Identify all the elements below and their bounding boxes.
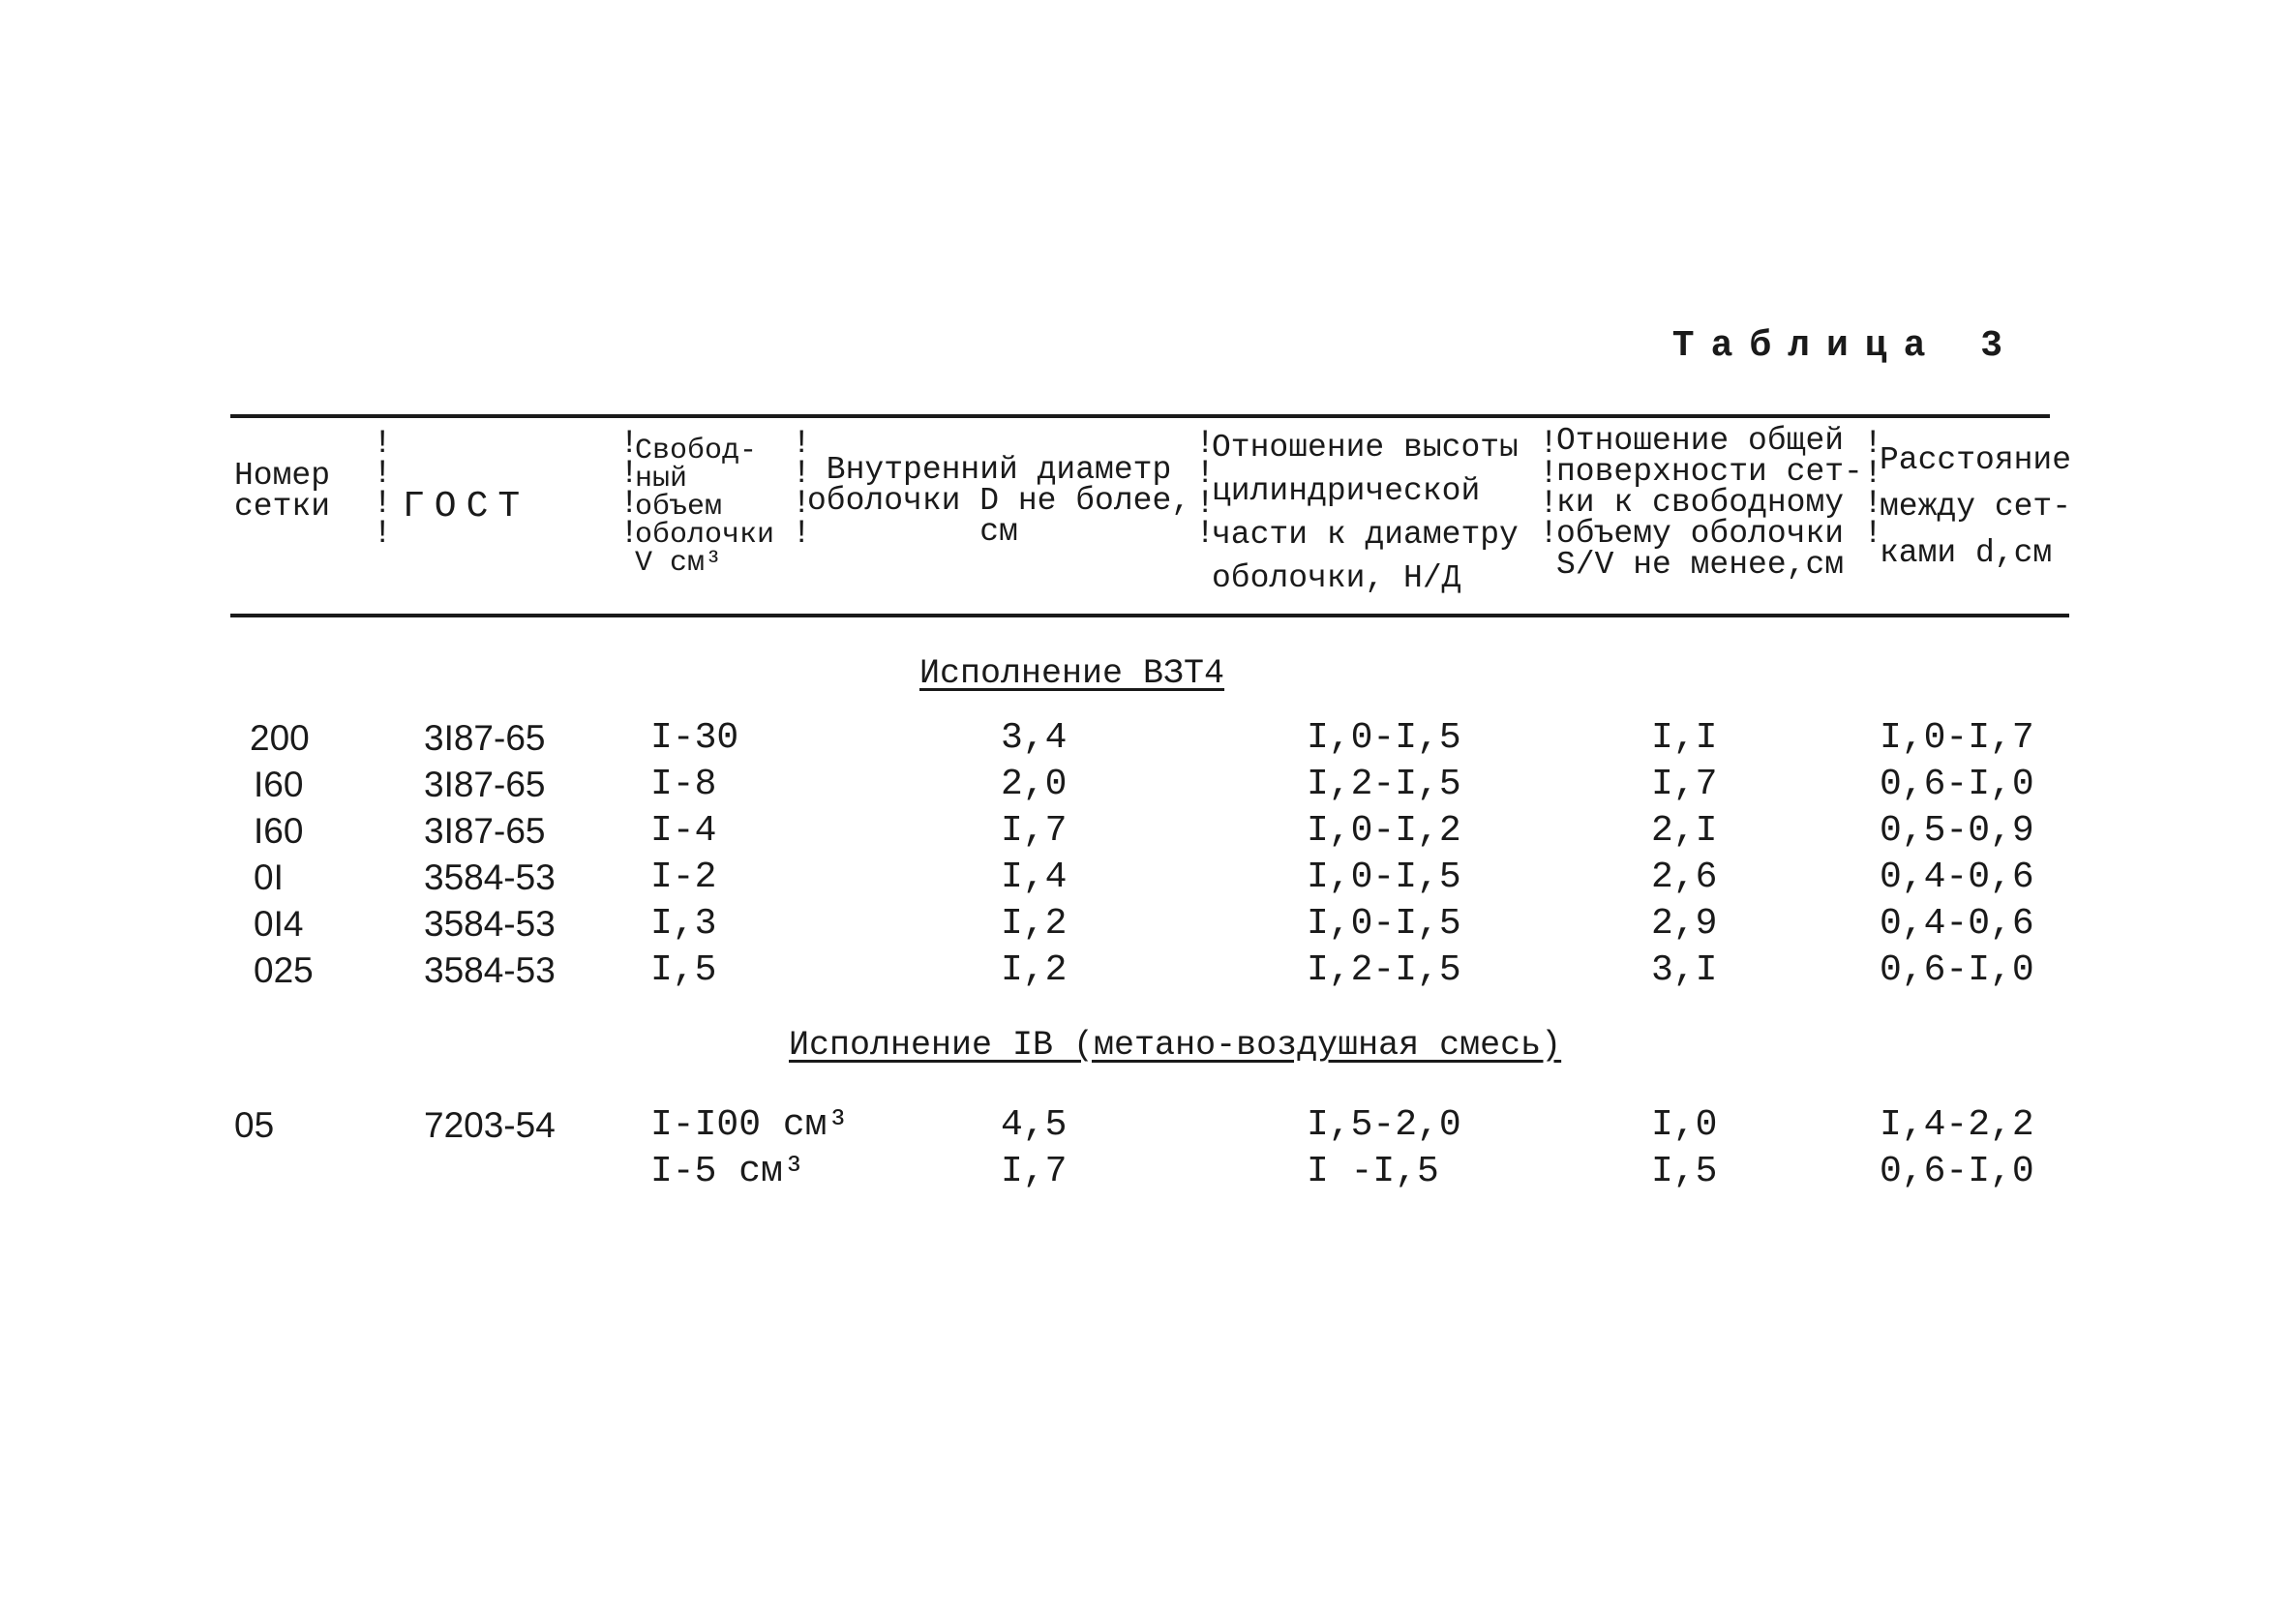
cell-gost: 3I87-65 — [424, 811, 546, 851]
cell-gost: 3I87-65 — [424, 718, 546, 758]
cell-volume: I-8 — [650, 764, 717, 805]
cell-ratio-hd: I,0-I,5 — [1307, 903, 1461, 945]
cell-distance: 0,6-I,0 — [1880, 1151, 2034, 1192]
cell-distance: I,4-2,2 — [1880, 1104, 2034, 1146]
cell-ratio-hd: I,2-I,5 — [1307, 949, 1461, 991]
cell-diameter: I,7 — [1001, 810, 1068, 852]
header-separator: ! ! ! ! — [792, 426, 812, 553]
cell-volume: I-5 см³ — [650, 1151, 805, 1192]
cell-number: 200 — [250, 718, 310, 758]
cell-distance: 0,4-0,6 — [1880, 857, 2034, 898]
header-gost: ГОСТ — [403, 486, 530, 527]
cell-volume: I-4 — [650, 810, 717, 852]
cell-volume: I,3 — [650, 903, 717, 945]
cell-ratio-sv: 2,6 — [1651, 857, 1718, 898]
section-title-vzt4: Исполнение ВЗТ4 — [919, 654, 1225, 693]
cell-gost: 3584-53 — [424, 857, 556, 897]
cell-ratio-sv: 2,I — [1651, 810, 1718, 852]
cell-distance: I,0-I,7 — [1880, 717, 2034, 759]
cell-ratio-sv: I,5 — [1651, 1151, 1718, 1192]
header-ratio-hd: Отношение высоты цилиндрической части к диаметру оболочки, Н/Д — [1212, 430, 1519, 596]
cell-number: 05 — [234, 1105, 275, 1145]
cell-gost: 3584-53 — [424, 950, 556, 990]
table-title: Таблица 3 — [1671, 325, 2019, 367]
cell-volume: I-30 — [650, 717, 739, 759]
cell-ratio-hd: I -I,5 — [1307, 1151, 1439, 1192]
header-separator: ! ! ! ! — [1863, 426, 1883, 553]
cell-diameter: I,2 — [1001, 903, 1068, 945]
header-distance: Расстояние между сет- ками d,см — [1880, 442, 2072, 571]
cell-number: 0I4 — [254, 904, 304, 944]
cell-distance: 0,4-0,6 — [1880, 903, 2034, 945]
cell-ratio-sv: 3,I — [1651, 949, 1718, 991]
header-volume: Свобод- ный объем оболочки V см³ — [635, 435, 775, 580]
cell-volume: I-I00 см³ — [650, 1104, 850, 1146]
cell-ratio-hd: I,0-I,5 — [1307, 857, 1461, 898]
header-separator: ! ! ! ! — [1539, 426, 1559, 553]
cell-number: 025 — [254, 950, 314, 990]
cell-diameter: I,2 — [1001, 949, 1068, 991]
cell-diameter: I,7 — [1001, 1151, 1068, 1192]
cell-distance: 0,6-I,0 — [1880, 764, 2034, 805]
cell-ratio-hd: I,0-I,5 — [1307, 717, 1461, 759]
cell-gost: 7203-54 — [424, 1105, 556, 1145]
header-separator: ! ! ! ! — [619, 426, 640, 553]
cell-ratio-sv: I,7 — [1651, 764, 1718, 805]
cell-volume: I,5 — [650, 949, 717, 991]
cell-number: 0I — [254, 857, 284, 897]
header-separator: ! ! ! ! — [373, 426, 393, 553]
header-top-rule — [230, 414, 2050, 418]
cell-distance: 0,6-I,0 — [1880, 949, 2034, 991]
cell-number: I60 — [254, 811, 304, 851]
cell-ratio-sv: I,I — [1651, 717, 1718, 759]
cell-ratio-hd: I,2-I,5 — [1307, 764, 1461, 805]
header-bottom-rule — [230, 614, 2069, 617]
cell-gost: 3584-53 — [424, 904, 556, 944]
cell-ratio-sv: 2,9 — [1651, 903, 1718, 945]
cell-gost: 3I87-65 — [424, 765, 546, 804]
header-separator: ! ! ! ! — [1195, 426, 1216, 553]
cell-diameter: 4,5 — [1001, 1104, 1068, 1146]
header-ratio-sv: Отношение общей поверхности сет- ки к свободному объему оболочки S/V не менее,см — [1556, 423, 1863, 583]
cell-diameter: I,4 — [1001, 857, 1068, 898]
header-number: Номер сетки — [234, 458, 331, 525]
cell-diameter: 2,0 — [1001, 764, 1068, 805]
header-diameter: Внутренний диаметр оболочки D не более, см — [807, 452, 1191, 550]
cell-ratio-sv: I,0 — [1651, 1104, 1718, 1146]
cell-number: I60 — [254, 765, 304, 804]
cell-ratio-hd: I,0-I,2 — [1307, 810, 1461, 852]
cell-distance: 0,5-0,9 — [1880, 810, 2034, 852]
cell-volume: I-2 — [650, 857, 717, 898]
cell-diameter: 3,4 — [1001, 717, 1068, 759]
section-title-ib: Исполнение IВ (метано-воздушная смесь) — [789, 1026, 1562, 1065]
cell-ratio-hd: I,5-2,0 — [1307, 1104, 1461, 1146]
